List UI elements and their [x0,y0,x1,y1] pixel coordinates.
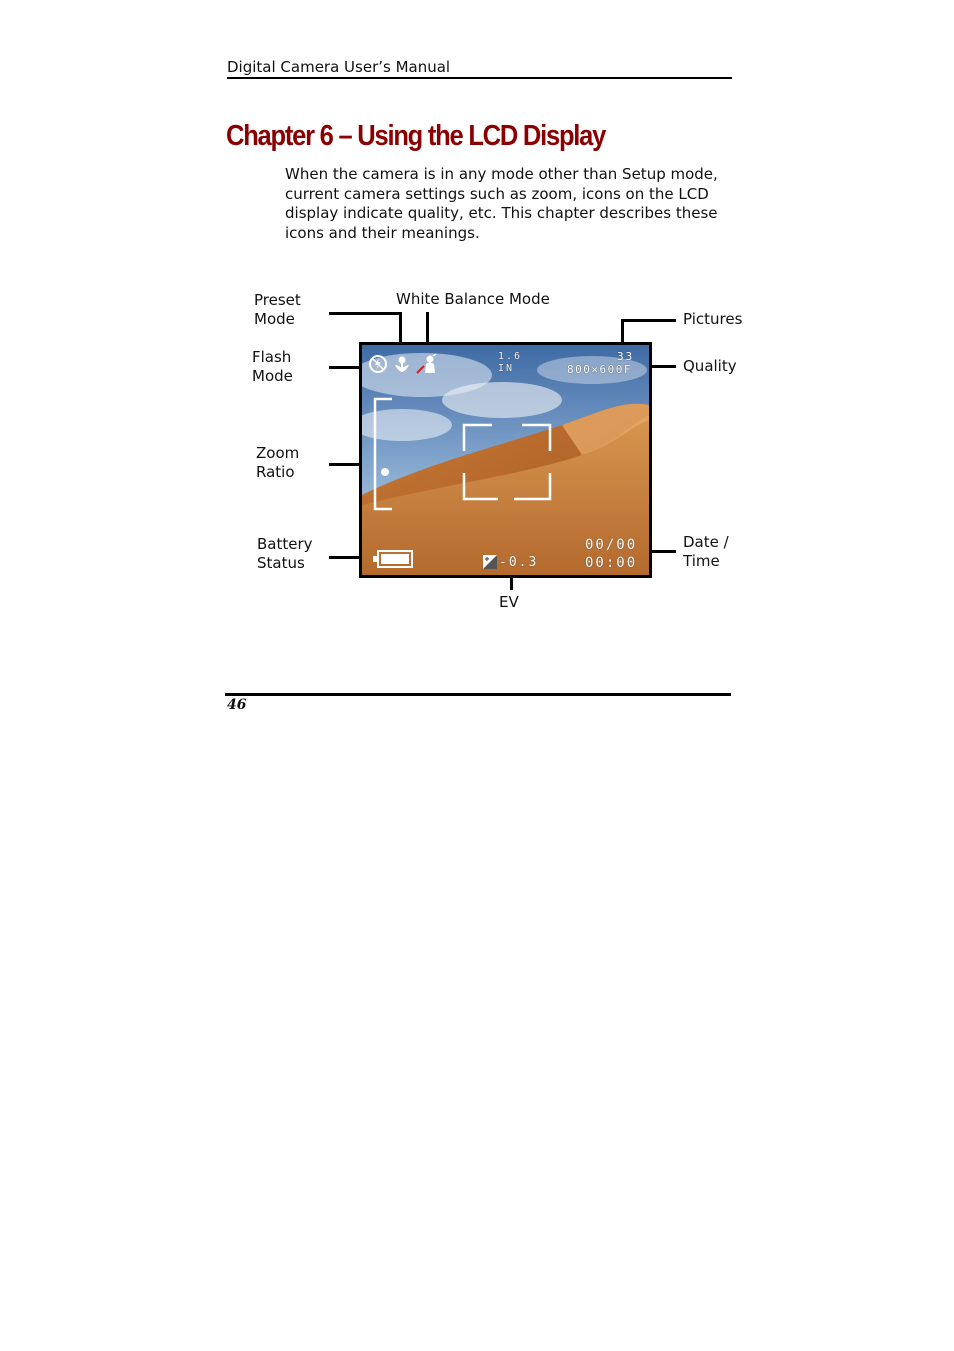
page-number: 46 [227,697,247,713]
label-white-balance-mode: White Balance Mode [396,290,550,308]
label-zoom-ratio [256,444,299,482]
footer-rule [225,693,731,696]
exposure-compensation-icon [483,555,497,569]
time-readout: 00:00 [585,555,638,571]
zoom-unit: IN [498,363,515,374]
label-zoom-ratio-line1: Zoom [256,444,300,462]
chapter-title: Chapter 6 – Using the LCD Display [226,120,606,152]
ev-value: -0.3 [499,555,539,570]
label-pictures: Pictures [683,310,743,328]
callout-pictures-vertical [621,319,624,343]
label-flash-mode [252,348,293,386]
label-flash-mode-line2: Mode [252,367,293,385]
callout-pictures-horizontal [621,319,676,322]
label-date-time-line2: Time [683,552,720,570]
label-flash-mode-line1: Flash [252,348,292,366]
callout-preset-horizontal [329,312,402,315]
date-readout: 00/00 [585,537,638,553]
quality-readout: 800×600F [567,363,632,376]
label-preset-mode-line2: Mode [254,310,295,328]
macro-flower-icon [392,354,412,374]
battery-full-icon [372,549,414,569]
label-battery-status [257,535,313,573]
label-ev: EV [499,593,519,611]
portrait-mode-icon [416,354,438,374]
label-quality: Quality [683,357,737,375]
focus-frame-icon [462,423,552,501]
label-date-time-line1: Date / [683,533,729,551]
pictures-count: 33 [617,350,635,363]
lcd-screen [359,342,652,578]
label-date-time [683,533,729,571]
zoom-value: 1.6 [498,351,523,362]
label-battery-status-line2: Status [257,554,305,572]
label-zoom-ratio-line2: Ratio [256,463,295,481]
zoom-bar-icon [372,397,394,511]
intro-paragraph: When the camera is in any mode other than Setup mode, current camera settings such as zoom, icons on the LCD display indicate quality, etc. This chapter describes these icons and their meanings. [285,165,718,243]
label-preset-mode-line1: Preset [254,291,301,309]
label-preset-mode [254,291,301,329]
label-battery-status-line1: Battery [257,535,313,553]
flash-off-icon [368,354,388,374]
running-header: Digital Camera User’s Manual [227,58,732,79]
